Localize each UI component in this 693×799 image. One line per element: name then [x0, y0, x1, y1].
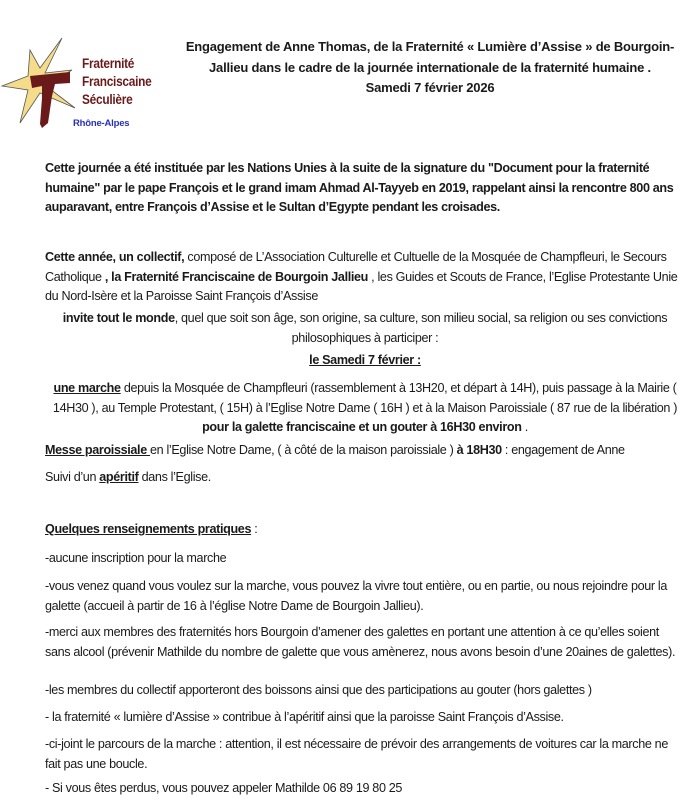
info-item: -aucune inscription pour la marche [45, 551, 227, 565]
marche-galette: pour la galette franciscaine et un gouter à 16H30 environ [202, 420, 522, 434]
document-date: Samedi 7 février 2026 [365, 80, 495, 95]
messe-time: à 18H30 [456, 443, 502, 457]
invite-paragraph [40, 309, 690, 348]
aperitif-post: dans l’Eglise. [138, 470, 211, 484]
collectif-franciscan: , la Fraternité Franciscaine de Bourgoin Jallieu [104, 269, 369, 284]
info-item: -les membres du collectif apporteront des boissons ainsi que des participations au gouter (hors galettes ) [45, 683, 592, 697]
messe-tail: : engagement de Anne [501, 443, 625, 457]
aperitif-bold: apéritif [99, 470, 139, 484]
invite-lead: invite tout le monde [62, 311, 175, 325]
event-date-heading: le Samedi 7 février : [309, 353, 421, 367]
logo-line-1: Fraternité [82, 56, 135, 71]
document-title: Engagement de Anne Thomas, de la Fraternité « Lumière d’Assise » de Bourgoin-Jallieu dans le cadre de la journée internationale de la fraternité humaine . [185, 39, 675, 75]
marche-lead: une marche [53, 381, 121, 395]
infos-heading-tail: : [251, 522, 258, 536]
info-item: - la fraternité « lumière d’Assise » contribue à l’apéritif ainsi que la paroisse Saint François d’Assise. [45, 710, 564, 724]
marche-paragraph [40, 379, 690, 438]
invite-rest: , quel que soit son âge, son origine, sa culture, son milieu social, sa religion ou ses convictions philosophiques à participer : [174, 311, 668, 345]
collectif-part2: , les Guides et Scouts de France, l’Eglise Protestante Unie du Nord-Isère et la Paroisse Saint François d’Assise [45, 269, 678, 303]
info-item: -vous venez quand vous voulez sur la marche, vous pouvez la vivre tout entière, ou en partie, ou nous rejoindre pour la galette (accueil à partir de 16 à l’église Notre Dame de Bourgoin Jallieu). [45, 579, 668, 613]
logo-region: Rhône-Alpes [73, 118, 130, 129]
aperitif-pre: Suivi d’un [45, 470, 100, 484]
collectif-paragraph [45, 248, 685, 307]
tau-star-icon [0, 28, 80, 138]
logo-line-3: Séculière [82, 92, 133, 107]
collectif-part1: composé de L’Association Culturelle et Cultuelle de la Mosquée de Champfleuri, le Secours Catholique [45, 250, 667, 284]
infos-heading-text: Quelques renseignements pratiques [45, 522, 252, 536]
messe-rest: en l’Eglise Notre Dame, ( à côté de la maison paroissiale ) [150, 443, 457, 457]
messe-lead: Messe paroissiale [45, 443, 151, 457]
messe-paragraph [45, 441, 685, 461]
info-item: -merci aux membres des fraternités hors Bourgoin d’amener des galettes en portant une attention à ce qu’elles soient sans alcool (prévenir Mathilde du nombre de galette que vous amènerez, nous avons besoin d’une 20aines de galettes). [45, 625, 676, 659]
collectif-lead: Cette année, un collectif, [45, 250, 185, 264]
info-item: - Si vous êtes perdus, vous pouvez appeler Mathilde 06 89 19 80 25 [45, 781, 403, 795]
intro-paragraph: Cette journée a été instituée par les Nations Unies à la suite de la signature du "Document pour la fraternité humaine" par le pape François et le grand imam Ahmad Al-Tayyeb en 2019, rappelant ainsi la rencontre 800 ans auparavant, entre François d’Assise et le Sultan d’Egypte pendant les croisades. [45, 161, 674, 214]
logo-line-2: Franciscaine [82, 74, 152, 89]
marche-rest: depuis la Mosquée de Champfleuri (rassemblement à 13H20, et départ à 14H), puis passage à la Mairie ( 14H30 ), au Temple Protestant, ( 15H) à l’Eglise Notre Dame ( 16H ) et à la Maison Paroissiale ( 87 rue de la libération ) [52, 381, 678, 415]
infos-heading [45, 520, 685, 540]
aperitif-paragraph [45, 468, 685, 488]
info-item: -ci-joint le parcours de la marche : attention, il est nécessaire de prévoir des arrangements de voitures car la marche ne fait pas une boucle. [45, 737, 668, 771]
marche-tail: . [521, 420, 528, 434]
